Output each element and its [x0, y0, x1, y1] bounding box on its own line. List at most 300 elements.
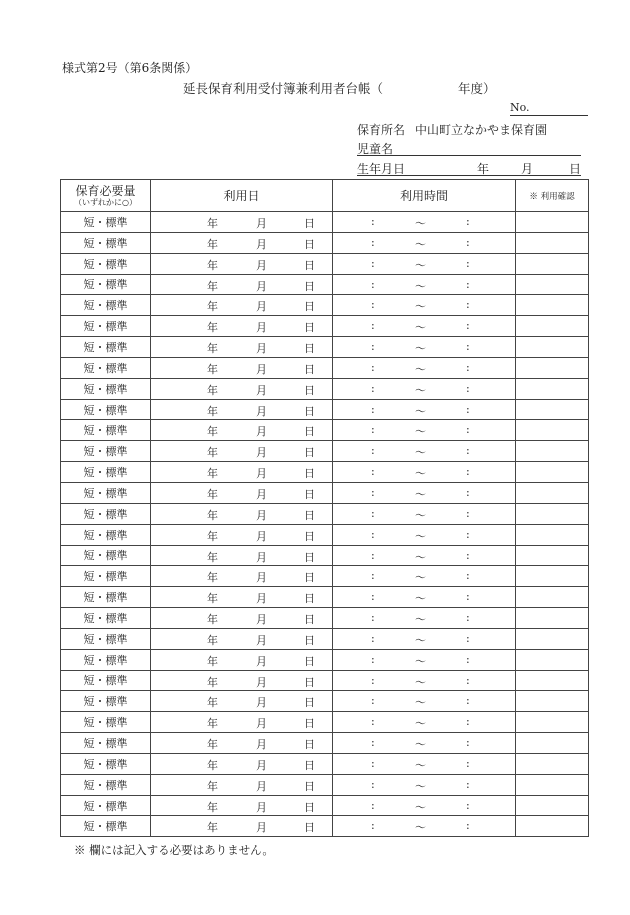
time-cell[interactable] — [333, 712, 516, 733]
birth-day-label: 日 — [569, 162, 582, 176]
requirement-cell[interactable]: 短・標準 — [61, 733, 151, 754]
day-label: 日 — [304, 758, 315, 772]
date-cell[interactable] — [151, 545, 333, 566]
table-row — [61, 399, 589, 420]
year-label: 年 — [207, 342, 218, 356]
time-cell[interactable] — [333, 462, 516, 483]
start-colon: : — [371, 527, 375, 541]
start-colon: : — [371, 777, 375, 791]
time-cell[interactable] — [333, 628, 516, 649]
table-row — [61, 774, 589, 795]
month-label: 月 — [256, 217, 267, 230]
time-range-tilde: ～ — [415, 696, 426, 710]
time-range-tilde: ～ — [415, 654, 426, 668]
year-label: 年 — [207, 633, 218, 647]
requirement-cell[interactable]: 短・標準 — [61, 316, 151, 337]
time-range-tilde: ～ — [415, 404, 426, 418]
year-label: 年 — [207, 279, 218, 293]
end-colon: : — [466, 485, 470, 499]
start-colon: : — [371, 298, 375, 312]
confirm-cell — [516, 816, 589, 837]
time-cell[interactable] — [333, 357, 516, 378]
date-cell[interactable] — [151, 524, 333, 545]
table-header-row — [61, 180, 589, 212]
table-row — [61, 628, 589, 649]
month-label: 月 — [256, 487, 267, 501]
date-cell[interactable] — [151, 795, 333, 816]
requirement-cell[interactable]: 短・標準 — [61, 357, 151, 378]
time-cell[interactable] — [333, 482, 516, 503]
month-label: 月 — [256, 571, 267, 585]
end-colon: : — [466, 465, 470, 479]
start-colon: : — [371, 756, 375, 770]
birth-date-field[interactable] — [357, 160, 581, 176]
requirement-cell[interactable]: 短・標準 — [61, 232, 151, 253]
date-cell[interactable] — [151, 587, 333, 608]
day-label: 日 — [304, 217, 315, 230]
day-label: 日 — [304, 613, 315, 627]
time-range-tilde: ～ — [415, 613, 426, 627]
time-range-tilde: ～ — [415, 529, 426, 543]
month-label: 月 — [256, 821, 267, 835]
date-cell[interactable] — [151, 337, 333, 358]
start-colon: : — [371, 215, 375, 228]
date-cell[interactable] — [151, 274, 333, 295]
confirm-cell — [516, 524, 589, 545]
day-label: 日 — [304, 425, 315, 439]
time-cell[interactable] — [333, 566, 516, 587]
date-cell[interactable] — [151, 608, 333, 629]
start-colon: : — [371, 277, 375, 291]
year-label: 年 — [207, 446, 218, 460]
day-label: 日 — [304, 321, 315, 335]
date-cell[interactable] — [151, 232, 333, 253]
time-range-tilde: ～ — [415, 738, 426, 752]
requirement-cell[interactable]: 短・標準 — [61, 399, 151, 420]
table-row — [61, 608, 589, 629]
confirm-cell — [516, 482, 589, 503]
nursery-label: 保育所名 — [357, 123, 406, 137]
time-cell[interactable] — [333, 503, 516, 524]
time-cell[interactable] — [333, 316, 516, 337]
time-cell[interactable] — [333, 608, 516, 629]
time-range-tilde: ～ — [415, 446, 426, 460]
end-colon: : — [466, 548, 470, 562]
date-cell[interactable] — [151, 712, 333, 733]
date-cell[interactable] — [151, 441, 333, 462]
month-label: 月 — [256, 362, 267, 376]
birth-date-label: 生年月日 — [357, 162, 406, 176]
confirm-cell — [516, 795, 589, 816]
confirm-cell — [516, 670, 589, 691]
time-cell[interactable] — [333, 774, 516, 795]
day-label: 日 — [304, 467, 315, 481]
table-row — [61, 503, 589, 524]
month-label: 月 — [256, 508, 267, 522]
start-colon: : — [371, 340, 375, 354]
year-label: 年 — [207, 529, 218, 543]
confirm-cell — [516, 378, 589, 399]
date-cell[interactable] — [151, 774, 333, 795]
time-range-tilde: ～ — [415, 425, 426, 439]
time-range-tilde: ～ — [415, 675, 426, 689]
start-colon: : — [371, 402, 375, 416]
date-cell[interactable] — [151, 253, 333, 274]
start-colon: : — [371, 423, 375, 437]
year-label: 年 — [207, 654, 218, 668]
day-label: 日 — [304, 800, 315, 814]
requirement-cell[interactable]: 短・標準 — [61, 462, 151, 483]
date-cell[interactable] — [151, 816, 333, 837]
table-row — [61, 253, 589, 274]
date-header: 利用日 — [151, 180, 333, 212]
confirm-cell — [516, 566, 589, 587]
time-cell[interactable] — [333, 274, 516, 295]
year-label: 年 — [207, 467, 218, 481]
day-label: 日 — [304, 258, 315, 272]
date-cell[interactable] — [151, 462, 333, 483]
confirm-cell — [516, 503, 589, 524]
month-label: 月 — [256, 550, 267, 564]
confirm-cell — [516, 712, 589, 733]
time-cell[interactable] — [333, 441, 516, 462]
day-label: 日 — [304, 779, 315, 793]
time-cell[interactable] — [333, 253, 516, 274]
date-cell[interactable] — [151, 670, 333, 691]
date-cell[interactable] — [151, 482, 333, 503]
end-colon: : — [466, 506, 470, 520]
confirm-cell — [516, 253, 589, 274]
time-range-tilde: ～ — [415, 217, 426, 230]
end-colon: : — [466, 298, 470, 312]
requirement-cell[interactable]: 短・標準 — [61, 482, 151, 503]
year-label: 年 — [207, 738, 218, 752]
end-colon: : — [466, 423, 470, 437]
end-colon: : — [466, 569, 470, 583]
table-row — [61, 420, 589, 441]
month-label: 月 — [256, 529, 267, 543]
table-row — [61, 712, 589, 733]
requirement-cell[interactable]: 短・標準 — [61, 795, 151, 816]
year-label: 年 — [207, 821, 218, 835]
month-label: 月 — [256, 738, 267, 752]
start-colon: : — [371, 798, 375, 812]
confirm-header: ※ 利用確認 — [516, 180, 589, 212]
requirement-cell[interactable]: 短・標準 — [61, 753, 151, 774]
year-label: 年 — [207, 217, 218, 230]
usage-register-table — [60, 179, 589, 837]
time-cell[interactable] — [333, 524, 516, 545]
requirement-cell[interactable]: 短・標準 — [61, 524, 151, 545]
requirement-cell[interactable]: 短・標準 — [61, 274, 151, 295]
date-cell[interactable] — [151, 503, 333, 524]
time-cell[interactable] — [333, 691, 516, 712]
requirement-cell[interactable]: 短・標準 — [61, 337, 151, 358]
requirement-cell[interactable]: 短・標準 — [61, 566, 151, 587]
birth-month-label: 月 — [521, 162, 534, 176]
month-label: 月 — [256, 696, 267, 710]
end-colon: : — [466, 277, 470, 291]
date-cell[interactable] — [151, 566, 333, 587]
requirement-cell[interactable]: 短・標準 — [61, 608, 151, 629]
time-range-tilde: ～ — [415, 321, 426, 335]
time-range-tilde: ～ — [415, 779, 426, 793]
year-label: 年 — [207, 300, 218, 314]
table-row — [61, 274, 589, 295]
table-row — [61, 357, 589, 378]
start-colon: : — [371, 319, 375, 333]
requirement-cell[interactable]: 短・標準 — [61, 712, 151, 733]
time-range-tilde: ～ — [415, 467, 426, 481]
confirm-cell — [516, 608, 589, 629]
requirement-cell[interactable]: 短・標準 — [61, 649, 151, 670]
start-colon: : — [371, 590, 375, 604]
confirm-cell — [516, 774, 589, 795]
month-label: 月 — [256, 633, 267, 647]
table-row — [61, 649, 589, 670]
date-cell[interactable] — [151, 212, 333, 233]
end-colon: : — [466, 652, 470, 666]
year-label: 年 — [207, 237, 218, 251]
month-label: 月 — [256, 800, 267, 814]
birth-year-label: 年 — [477, 162, 490, 176]
time-cell[interactable] — [333, 212, 516, 233]
date-cell[interactable] — [151, 753, 333, 774]
end-colon: : — [466, 777, 470, 791]
day-label: 日 — [304, 237, 315, 251]
month-label: 月 — [256, 237, 267, 251]
date-cell[interactable] — [151, 378, 333, 399]
requirement-cell[interactable]: 短・標準 — [61, 420, 151, 441]
end-colon: : — [466, 736, 470, 750]
confirm-cell — [516, 274, 589, 295]
requirement-cell[interactable]: 短・標準 — [61, 774, 151, 795]
date-cell[interactable] — [151, 420, 333, 441]
year-label: 年 — [207, 550, 218, 564]
table-row — [61, 587, 589, 608]
requirement-cell[interactable]: 短・標準 — [61, 545, 151, 566]
month-label: 月 — [256, 342, 267, 356]
date-cell[interactable] — [151, 357, 333, 378]
time-cell[interactable] — [333, 232, 516, 253]
date-cell[interactable] — [151, 295, 333, 316]
page-title: 延長保育利用受付簿兼利用者台帳（ 年度） — [183, 81, 496, 96]
time-cell[interactable] — [333, 337, 516, 358]
year-label: 年 — [207, 425, 218, 439]
requirement-cell[interactable]: 短・標準 — [61, 295, 151, 316]
requirement-cell[interactable]: 短・標準 — [61, 691, 151, 712]
year-label: 年 — [207, 571, 218, 585]
confirm-cell — [516, 628, 589, 649]
year-label: 年 — [207, 696, 218, 710]
start-colon: : — [371, 256, 375, 270]
month-label: 月 — [256, 300, 267, 314]
confirm-cell — [516, 462, 589, 483]
nursery-info — [357, 121, 547, 138]
requirement-cell[interactable]: 短・標準 — [61, 670, 151, 691]
end-colon: : — [466, 611, 470, 625]
confirm-cell — [516, 545, 589, 566]
time-cell[interactable] — [333, 795, 516, 816]
requirement-cell[interactable]: 短・標準 — [61, 503, 151, 524]
time-range-tilde: ～ — [415, 300, 426, 314]
table-row — [61, 232, 589, 253]
date-cell[interactable] — [151, 649, 333, 670]
time-range-tilde: ～ — [415, 717, 426, 731]
confirm-cell — [516, 357, 589, 378]
number-field[interactable] — [510, 101, 588, 116]
date-cell[interactable] — [151, 733, 333, 754]
time-cell[interactable] — [333, 295, 516, 316]
end-colon: : — [466, 235, 470, 249]
requirement-note: （いずれかに○） — [74, 197, 137, 207]
time-cell[interactable] — [333, 649, 516, 670]
end-colon: : — [466, 319, 470, 333]
time-cell[interactable] — [333, 816, 516, 837]
year-label: 年 — [207, 487, 218, 501]
year-label: 年 — [207, 717, 218, 731]
time-range-tilde: ～ — [415, 821, 426, 835]
month-label: 月 — [256, 779, 267, 793]
time-range-tilde: ～ — [415, 758, 426, 772]
start-colon: : — [371, 631, 375, 645]
start-colon: : — [371, 652, 375, 666]
time-range-tilde: ～ — [415, 237, 426, 251]
confirm-cell — [516, 753, 589, 774]
day-label: 日 — [304, 717, 315, 731]
start-colon: : — [371, 465, 375, 479]
day-label: 日 — [304, 633, 315, 647]
time-cell[interactable] — [333, 378, 516, 399]
confirm-cell — [516, 232, 589, 253]
start-colon: : — [371, 736, 375, 750]
day-label: 日 — [304, 592, 315, 606]
confirm-cell — [516, 212, 589, 233]
nursery-name: 中山町立なかやま保育園 — [415, 123, 548, 137]
child-name-field[interactable] — [357, 140, 581, 156]
day-label: 日 — [304, 571, 315, 585]
day-label: 日 — [304, 821, 315, 835]
day-label: 日 — [304, 550, 315, 564]
confirm-cell — [516, 420, 589, 441]
time-cell[interactable] — [333, 587, 516, 608]
day-label: 日 — [304, 383, 315, 397]
confirm-cell — [516, 337, 589, 358]
start-colon: : — [371, 715, 375, 729]
day-label: 日 — [304, 487, 315, 501]
start-colon: : — [371, 673, 375, 687]
requirement-header: 保育必要量 （いずれかに○） — [61, 180, 151, 212]
start-colon: : — [371, 506, 375, 520]
time-cell[interactable] — [333, 670, 516, 691]
footnote: ※ 欄には記入する必要はありません。 — [74, 843, 274, 857]
start-colon: : — [371, 235, 375, 249]
day-label: 日 — [304, 675, 315, 689]
table-row — [61, 524, 589, 545]
day-label: 日 — [304, 654, 315, 668]
table-row — [61, 462, 589, 483]
date-cell[interactable] — [151, 399, 333, 420]
table-row — [61, 295, 589, 316]
day-label: 日 — [304, 300, 315, 314]
table-row — [61, 816, 589, 837]
number-label: No. — [510, 101, 530, 114]
time-cell[interactable] — [333, 753, 516, 774]
requirement-cell[interactable]: 短・標準 — [61, 212, 151, 233]
table-row — [61, 337, 589, 358]
year-label: 年 — [207, 508, 218, 522]
requirement-cell[interactable]: 短・標準 — [61, 816, 151, 837]
table-row — [61, 795, 589, 816]
end-colon: : — [466, 256, 470, 270]
end-colon: : — [466, 694, 470, 708]
table-row — [61, 753, 589, 774]
time-range-tilde: ～ — [415, 279, 426, 293]
time-cell[interactable] — [333, 733, 516, 754]
time-range-tilde: ～ — [415, 258, 426, 272]
child-name-label: 児童名 — [357, 142, 394, 156]
year-label: 年 — [207, 592, 218, 606]
year-label: 年 — [207, 675, 218, 689]
confirm-cell — [516, 441, 589, 462]
requirement-cell[interactable]: 短・標準 — [61, 378, 151, 399]
month-label: 月 — [256, 279, 267, 293]
day-label: 日 — [304, 362, 315, 376]
confirm-cell — [516, 649, 589, 670]
start-colon: : — [371, 611, 375, 625]
date-cell[interactable] — [151, 628, 333, 649]
start-colon: : — [371, 444, 375, 458]
table-row — [61, 378, 589, 399]
requirement-cell[interactable]: 短・標準 — [61, 253, 151, 274]
date-cell[interactable] — [151, 691, 333, 712]
time-cell[interactable] — [333, 420, 516, 441]
time-range-tilde: ～ — [415, 487, 426, 501]
time-range-tilde: ～ — [415, 550, 426, 564]
year-label: 年 — [207, 800, 218, 814]
end-colon: : — [466, 756, 470, 770]
confirm-cell — [516, 295, 589, 316]
time-cell[interactable] — [333, 399, 516, 420]
month-label: 月 — [256, 404, 267, 418]
year-label: 年 — [207, 258, 218, 272]
day-label: 日 — [304, 404, 315, 418]
confirm-cell — [516, 691, 589, 712]
requirement-cell[interactable]: 短・標準 — [61, 587, 151, 608]
requirement-cell[interactable]: 短・標準 — [61, 628, 151, 649]
table-row — [61, 482, 589, 503]
day-label: 日 — [304, 508, 315, 522]
table-row — [61, 670, 589, 691]
end-colon: : — [466, 631, 470, 645]
confirm-cell — [516, 399, 589, 420]
start-colon: : — [371, 694, 375, 708]
table-row — [61, 733, 589, 754]
time-range-tilde: ～ — [415, 633, 426, 647]
time-range-tilde: ～ — [415, 592, 426, 606]
time-cell[interactable] — [333, 545, 516, 566]
time-range-tilde: ～ — [415, 508, 426, 522]
month-label: 月 — [256, 425, 267, 439]
year-label: 年 — [207, 321, 218, 335]
month-label: 月 — [256, 675, 267, 689]
date-cell[interactable] — [151, 316, 333, 337]
end-colon: : — [466, 590, 470, 604]
month-label: 月 — [256, 654, 267, 668]
requirement-cell[interactable]: 短・標準 — [61, 441, 151, 462]
end-colon: : — [466, 402, 470, 416]
end-colon: : — [466, 340, 470, 354]
